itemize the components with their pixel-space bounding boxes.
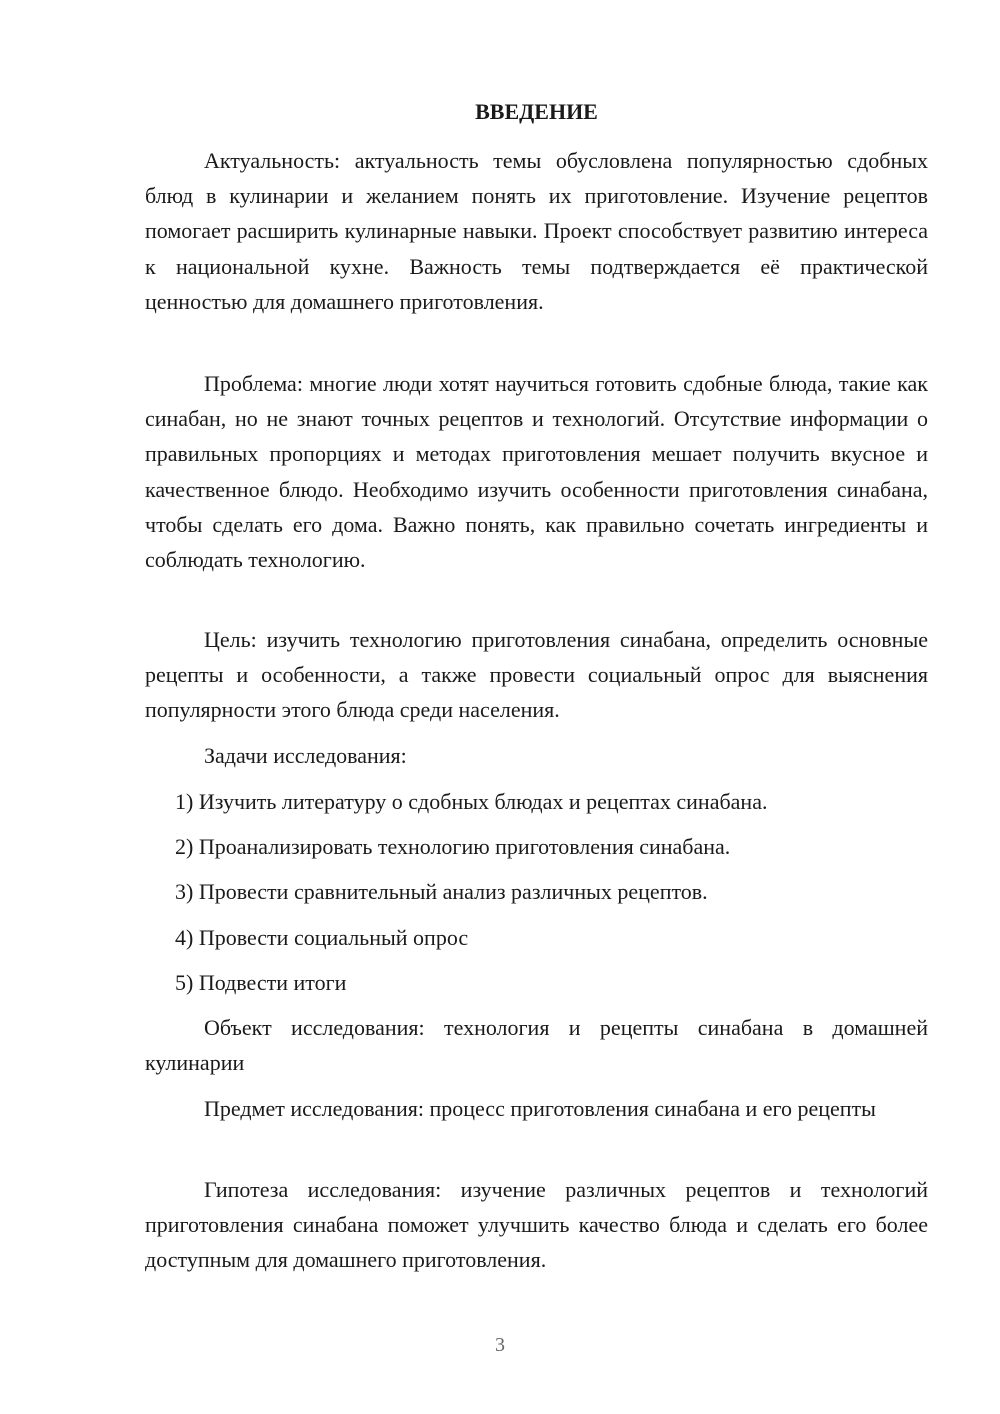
task-item: 3) Провести сравнительный анализ различных рецептов. [175, 879, 708, 904]
tasks-title: Задачи исследования: [204, 743, 407, 768]
subject-paragraph: Предмет исследования: процесс приготовления синабана и его рецепты [204, 1096, 876, 1121]
task-item: 1) Изучить литературу о сдобных блюдах и рецептах синабана. [175, 789, 768, 814]
object-paragraph: Объект исследования: технология и рецепты синабана в домашней кулинарии [145, 1015, 928, 1076]
task-item: 2) Проанализировать технологию приготовления синабана. [175, 834, 731, 859]
relevance-paragraph: Актуальность: актуальность темы обусловлена популярностью сдобных блюд в кулинарии и желанием понять их приготовление. Изучение рецептов помогает расширить кулинарные навыки. Проект способствует развитию интереса к национальной кухне. Важность темы подтверждается её практической ценностью для домашнего приготовления. [145, 148, 928, 314]
problem-paragraph: Проблема: многие люди хотят научиться готовить сдобные блюда, такие как синабан, но не знают точных рецептов и технологий. Отсутствие информации о правильных пропорциях и методах приготовления мешает получить вкусное и качественное блюдо. Необходимо изучить особенности приготовления синабана, чтобы сделать его дома. Важно понять, как правильно сочетать ингредиенты и соблюдать технологию. [145, 371, 928, 573]
section-heading: ВВЕДЕНИЕ [475, 99, 598, 124]
goal-paragraph: Цель: изучить технологию приготовления синабана, определить основные рецепты и особенности, а также провести социальный опрос для выяснения популярности этого блюда среди населения. [145, 627, 928, 723]
task-item: 5) Подвести итоги [175, 970, 347, 995]
page-number: 3 [495, 1334, 505, 1356]
hypothesis-paragraph: Гипотеза исследования: изучение различных рецептов и технологий приготовления синабана поможет улучшить качество блюда и сделать его более доступным для домашнего приготовления. [145, 1177, 928, 1273]
task-item: 4) Провести социальный опрос [175, 925, 469, 950]
